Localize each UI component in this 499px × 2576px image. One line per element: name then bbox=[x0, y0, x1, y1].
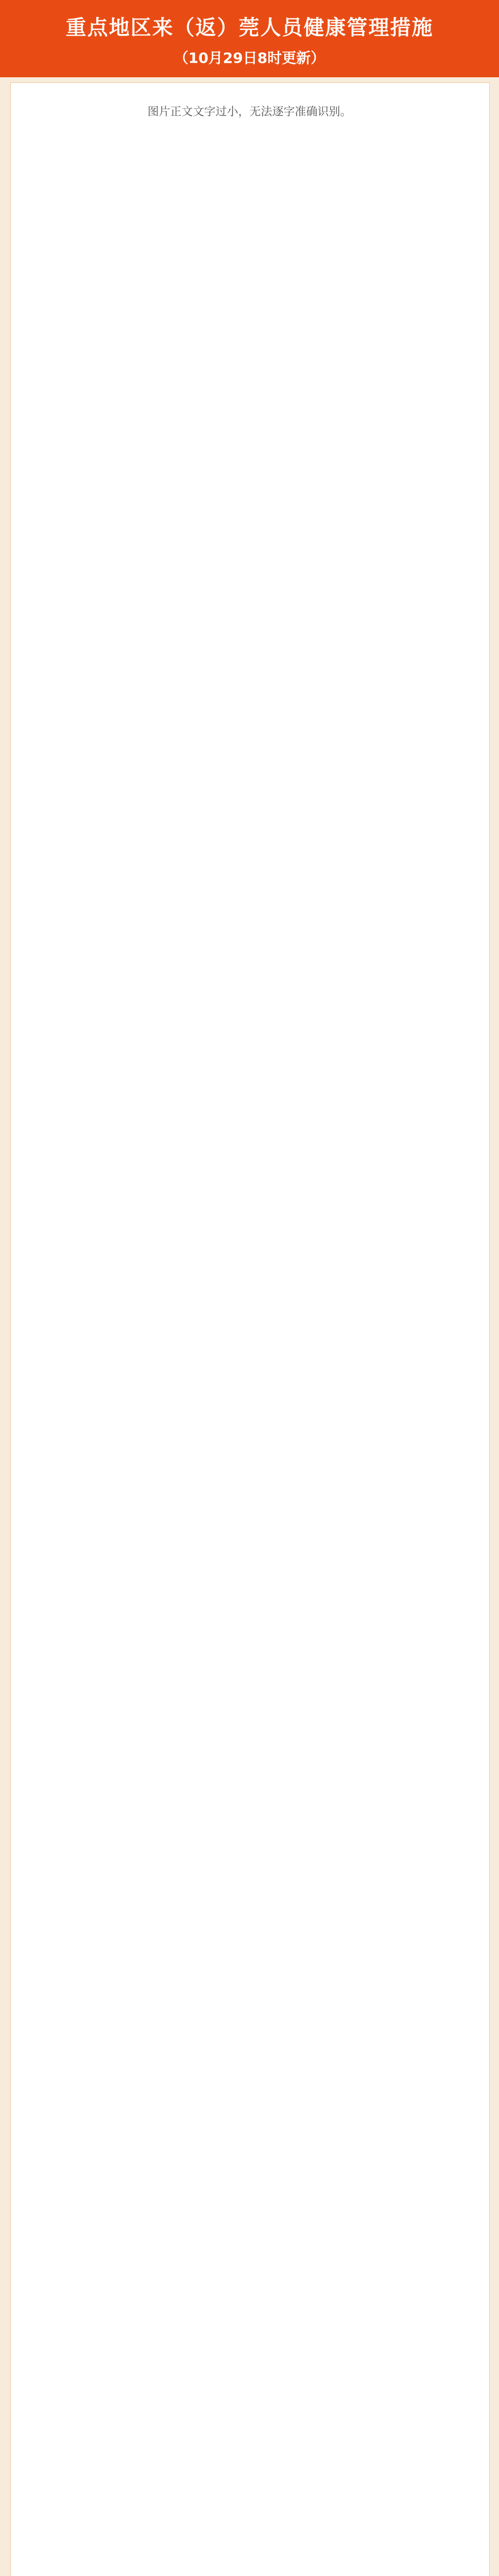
page-subtitle: （10月29日8时更新） bbox=[174, 49, 325, 66]
header-banner bbox=[0, 0, 499, 77]
content-panel bbox=[10, 82, 490, 2576]
page-title: 重点地区来（返）莞人员健康管理措施 bbox=[65, 16, 434, 40]
notice-text: 图片正文文字过小，无法逐字准确识别。 bbox=[147, 106, 352, 118]
